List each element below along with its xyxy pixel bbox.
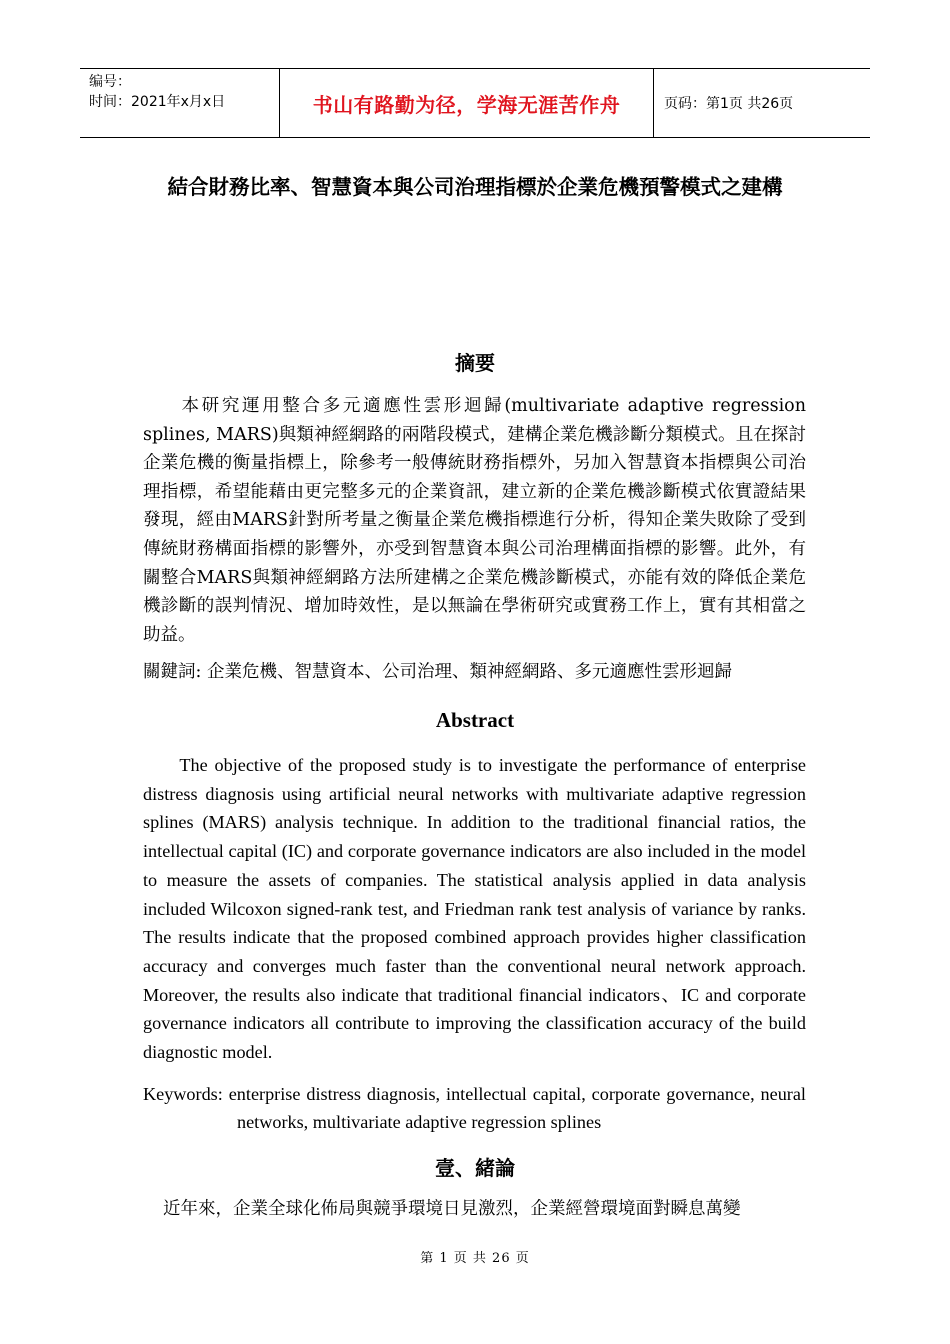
abstract-cn-body: 本研究運用整合多元適應性雲形迴歸(multivariate adaptive regression splines, MARS)與類神經網路的兩階段模式，建構企業危機診斷分類模式。且在探討企業危機的衡量指標上，除參考一般傳統財務指標外，另加入智慧資本指標與公司治理指標，希望能藉由更完整多元的企業資訊，建立新的企業危機診斷模式依實證結果發現，經由MARS針對所考量之衡量企業危機指標進行分析，得知企業失敗除了受到傳統財務構面指標的影響外，亦受到智慧資本與公司治理構面指標的影響。此外，有關整合MARS與類神經網路方法所建構之企業危機診斷模式，亦能有效的降低企業危機診斷的誤判情況、增加時效性，是以無論在學術研究或實務工作上，實有其相當之助益。 <box>143 396 806 645</box>
section-heading: 壹、緒論 <box>435 1156 515 1180</box>
header-page-info: 页码：第1页 共26页 <box>664 96 794 112</box>
document-title: 結合財務比率、智慧資本與公司治理指標於企業危機預警模式之建構 <box>167 175 783 199</box>
abstract-cn-section <box>143 392 806 686</box>
abstract-en-body: The objective of the proposed study is to investigate the performance of enterprise distress diagnosis using artificial neural networks with multivariate adaptive regression splines (MARS) analysis technique. In addition to the traditional financial ratios, the intellectual capital (IC) and corporate governance indicators are also included in the model to measure the assets of companies. The statistical analysis applied in data analysis included Wilcoxon signed-rank test, and Friedman rank test analysis of variance by ranks. The results indicate that the proposed combined approach provides higher classification accuracy and converges much faster than the conventional neural network approach. Moreover, the results also indicate that traditional financial indicators、IC and corporate governance indicators all contribute to improving the classification accuracy of the build diagnostic model. <box>143 755 806 1063</box>
header-left-cell <box>80 69 280 137</box>
number-label: 编号： <box>89 74 131 90</box>
abstract-cn-heading: 摘要 <box>455 351 495 375</box>
abstract-en-section <box>143 751 806 1137</box>
header-motto: 书山有路勤为径，学海无涯苦作舟 <box>280 69 654 137</box>
abstract-en-keywords: Keywords: enterprise distress diagnosis, intellectual capital, corporate governance, neural networks, multivariate adaptive regression splines <box>143 1083 806 1133</box>
page-footer: 第 1 页 共 26 页 <box>420 1251 530 1266</box>
abstract-en-heading: Abstract <box>435 708 515 732</box>
section-first-line: 近年來，企業全球化佈局與競爭環境日見激烈，企業經營環境面對瞬息萬變 <box>163 1199 741 1219</box>
abstract-cn-keywords: 關鍵詞: 企業危機、智慧資本、公司治理、類神經網路、多元適應性雲形迴歸 <box>143 662 732 683</box>
date-label: 时间：2021年x月x日 <box>89 94 226 110</box>
page-header <box>80 68 870 138</box>
